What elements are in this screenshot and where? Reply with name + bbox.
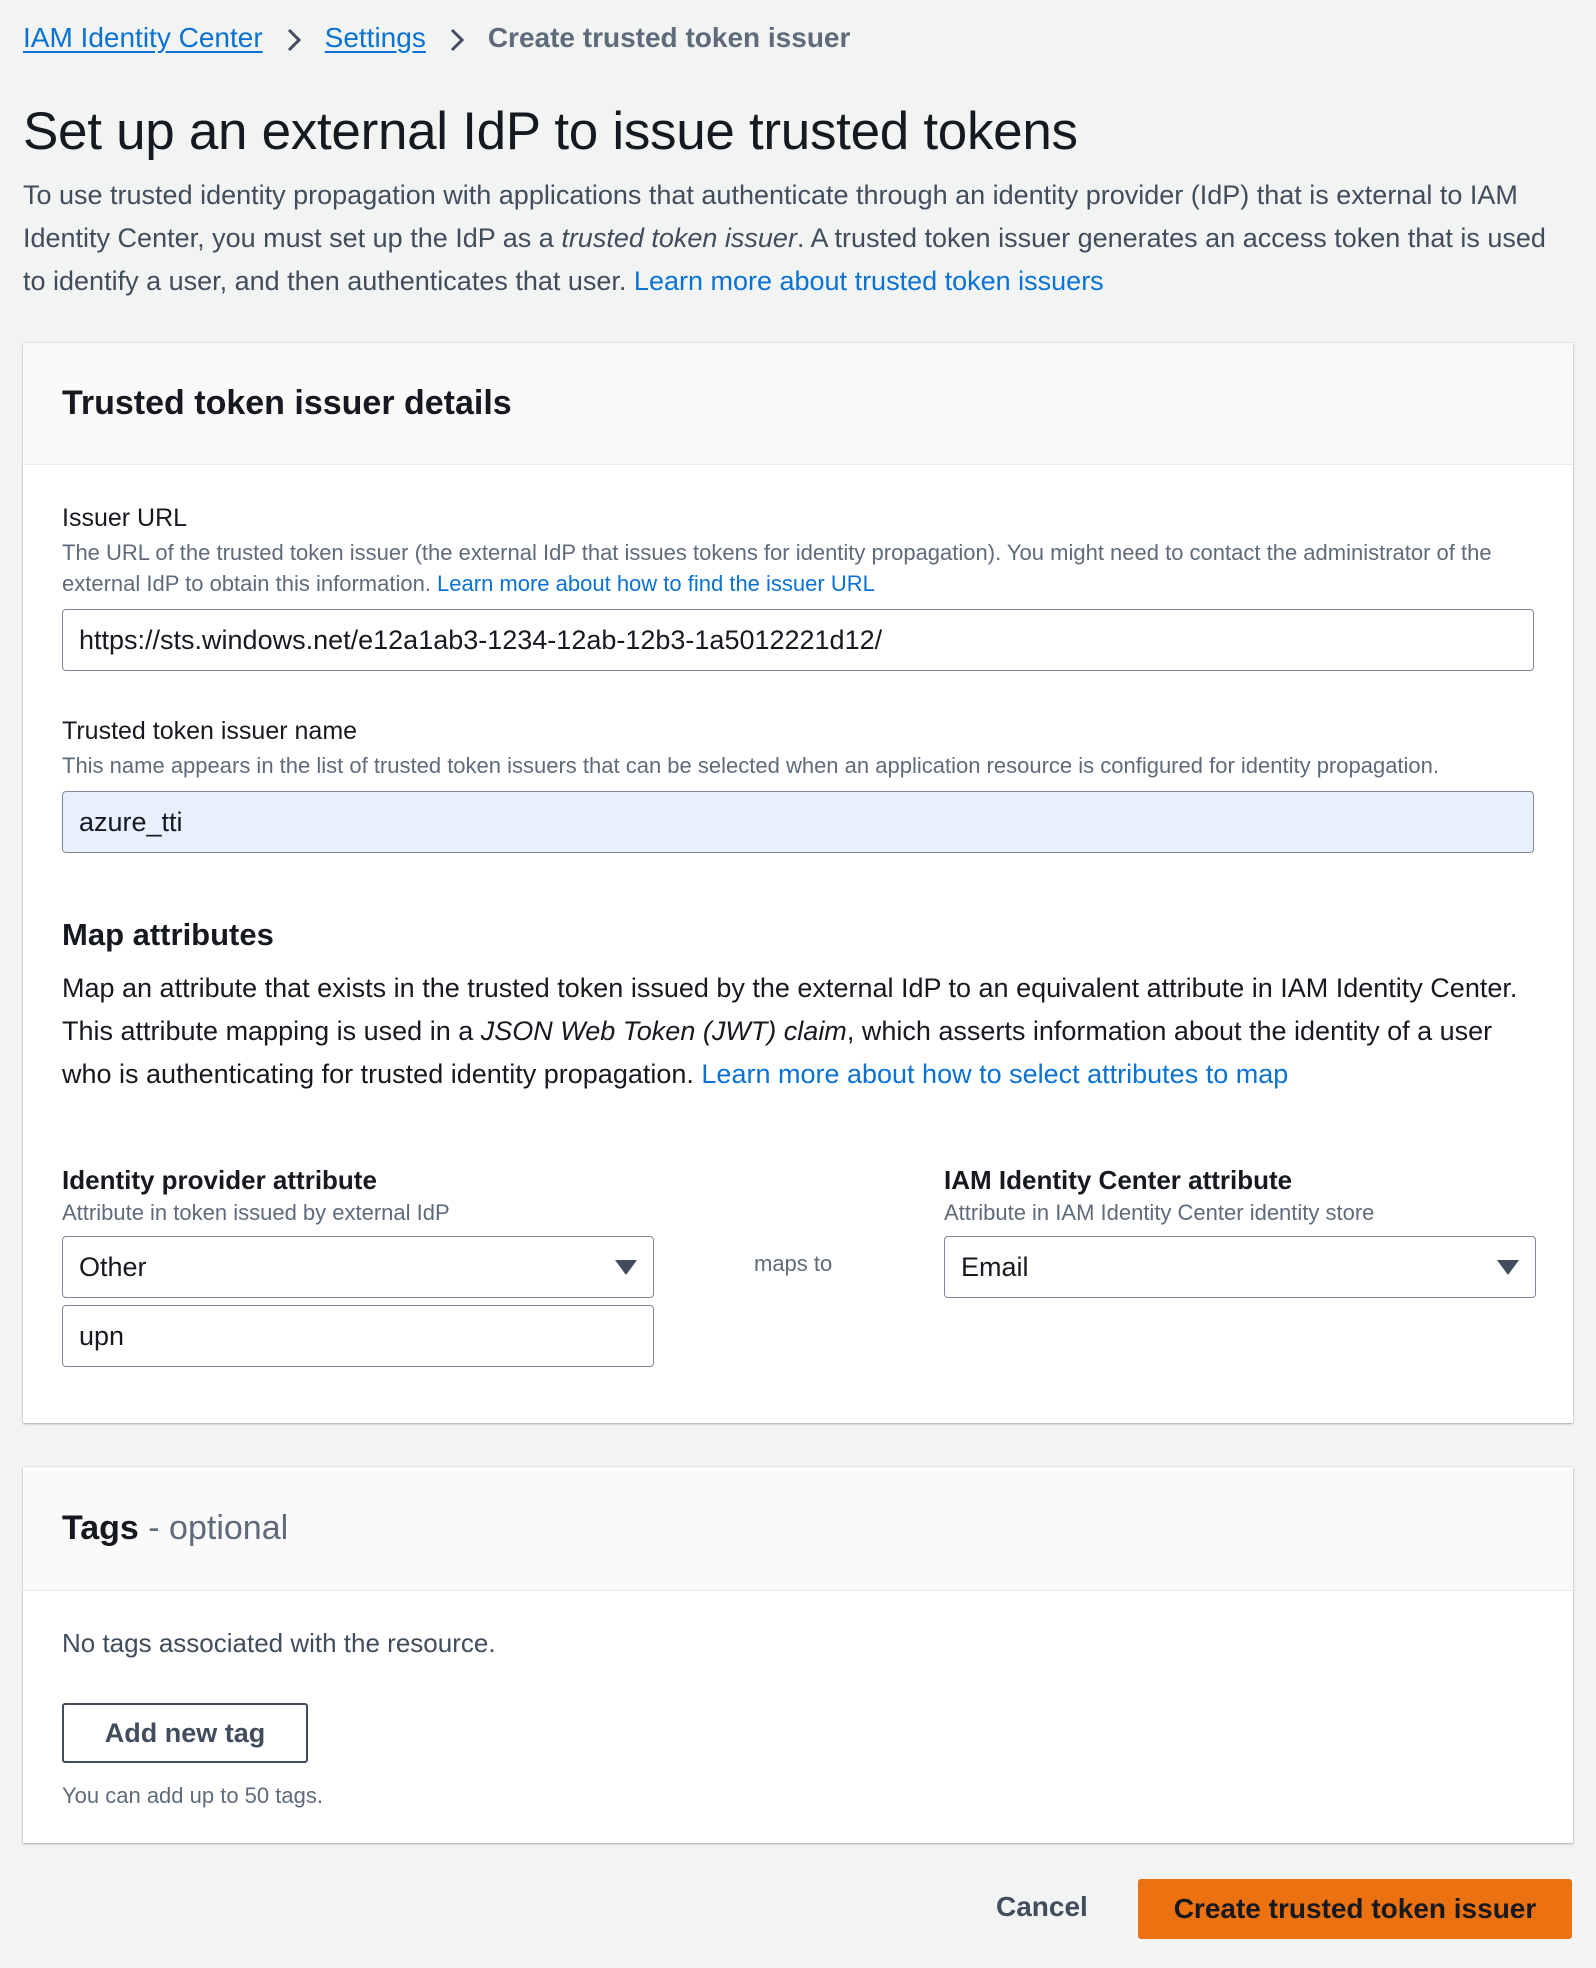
details-header — [23, 343, 1573, 465]
tags-container — [23, 1467, 1573, 1843]
caret-down-icon — [615, 1260, 637, 1275]
issuer-url-label: Issuer URL — [62, 504, 188, 532]
issuer-url-field — [62, 501, 1534, 671]
iam-attribute-field — [944, 1163, 1536, 1298]
cancel-button[interactable]: Cancel — [996, 1891, 1088, 1922]
details-title: Trusted token issuer details — [62, 384, 512, 422]
issuer-name-field — [62, 714, 1534, 853]
issuer-url-input[interactable]: https://sts.windows.net/e12a1ab3-1234-12ab-12b3-1a5012221d12/ — [62, 609, 1534, 671]
idp-attribute-description: Attribute in token issued by external IdP — [62, 1200, 450, 1225]
intro-emphasis: trusted token issuer — [561, 223, 797, 253]
chevron-right-icon — [426, 18, 488, 58]
idp-attribute-field — [62, 1163, 654, 1367]
issuer-name-description: This name appears in the list of trusted token issuers that can be selected when an application resource is configured for identity propagation. — [62, 753, 1440, 778]
tags-header — [23, 1467, 1573, 1591]
select-attributes-learn-more-link[interactable]: Learn more about how to select attributes to map — [701, 1059, 1289, 1089]
tags-title — [62, 1509, 288, 1548]
issuer-name-input[interactable]: azure_tti — [62, 791, 1534, 853]
idp-attribute-select[interactable] — [62, 1236, 654, 1298]
breadcrumb-iam-identity-center[interactable]: IAM Identity Center — [23, 22, 263, 53]
tags-optional: - optional — [138, 1509, 289, 1547]
issuer-url-desc-text: The URL of the trusted token issuer (the external IdP that issues tokens for identity propagation). You might need to contact the administrator of the external IdP to obtain this information. — [62, 540, 1492, 596]
map-attributes-text — [62, 967, 1542, 1096]
tags-limit-text: You can add up to 50 tags. — [62, 1783, 323, 1808]
idp-custom-attribute-input[interactable]: upn — [62, 1305, 654, 1367]
map-text-2: , which asserts information about the identity of a user who is authenticating for trusted identity propagation. — [62, 1016, 1493, 1089]
iam-attribute-label: IAM Identity Center attribute — [944, 1165, 1293, 1195]
map-text-1: Map an attribute that exists in the trusted token issued by the external IdP to an equivalent attribute in IAM Identity Center. This attribute mapping is used in a — [62, 973, 1518, 1046]
iam-attribute-select[interactable] — [944, 1236, 1536, 1298]
issuer-url-learn-more-link[interactable]: Learn more about how to find the issuer URL — [437, 571, 875, 596]
intro-text: To use trusted identity propagation with applications that authenticate through an identity provider (IdP) that is external to IAM Identity Center, you must set up the IdP as a — [23, 180, 1518, 253]
map-attributes-section — [62, 917, 1542, 1096]
tags-title-text: Tags — [62, 1509, 139, 1547]
tags-empty-message: No tags associated with the resource. — [62, 1628, 496, 1658]
page-intro — [23, 174, 1575, 303]
intro-text-2: . A trusted token issuer generates an access token that is used to identify a user, and then authenticates that user. — [23, 223, 1546, 296]
details-container — [23, 343, 1573, 1423]
iam-attribute-selected: Email — [961, 1251, 1029, 1282]
learn-more-trusted-token-issuers-link[interactable]: Learn more about trusted token issuers — [633, 266, 1104, 296]
chevron-right-icon — [263, 18, 325, 58]
maps-to-label: maps to — [754, 1251, 833, 1276]
page-title: Set up an external IdP to issue trusted tokens — [23, 102, 1078, 161]
caret-down-icon — [1497, 1260, 1519, 1275]
breadcrumb-current: Create trusted token issuer — [487, 22, 851, 53]
breadcrumb-settings[interactable]: Settings — [324, 22, 426, 53]
idp-attribute-label: Identity provider attribute — [62, 1165, 377, 1195]
issuer-name-label: Trusted token issuer name — [62, 717, 358, 745]
map-text-emphasis: JSON Web Token (JWT) claim — [480, 1016, 847, 1046]
issuer-url-description — [62, 537, 1534, 599]
map-attributes-heading: Map attributes — [62, 917, 274, 952]
create-trusted-token-issuer-button[interactable]: Create trusted token issuer — [1138, 1879, 1572, 1939]
breadcrumb — [23, 18, 850, 58]
idp-attribute-selected: Other — [79, 1251, 147, 1282]
iam-attribute-description: Attribute in IAM Identity Center identity store — [944, 1200, 1375, 1225]
add-new-tag-button[interactable]: Add new tag — [62, 1703, 308, 1763]
